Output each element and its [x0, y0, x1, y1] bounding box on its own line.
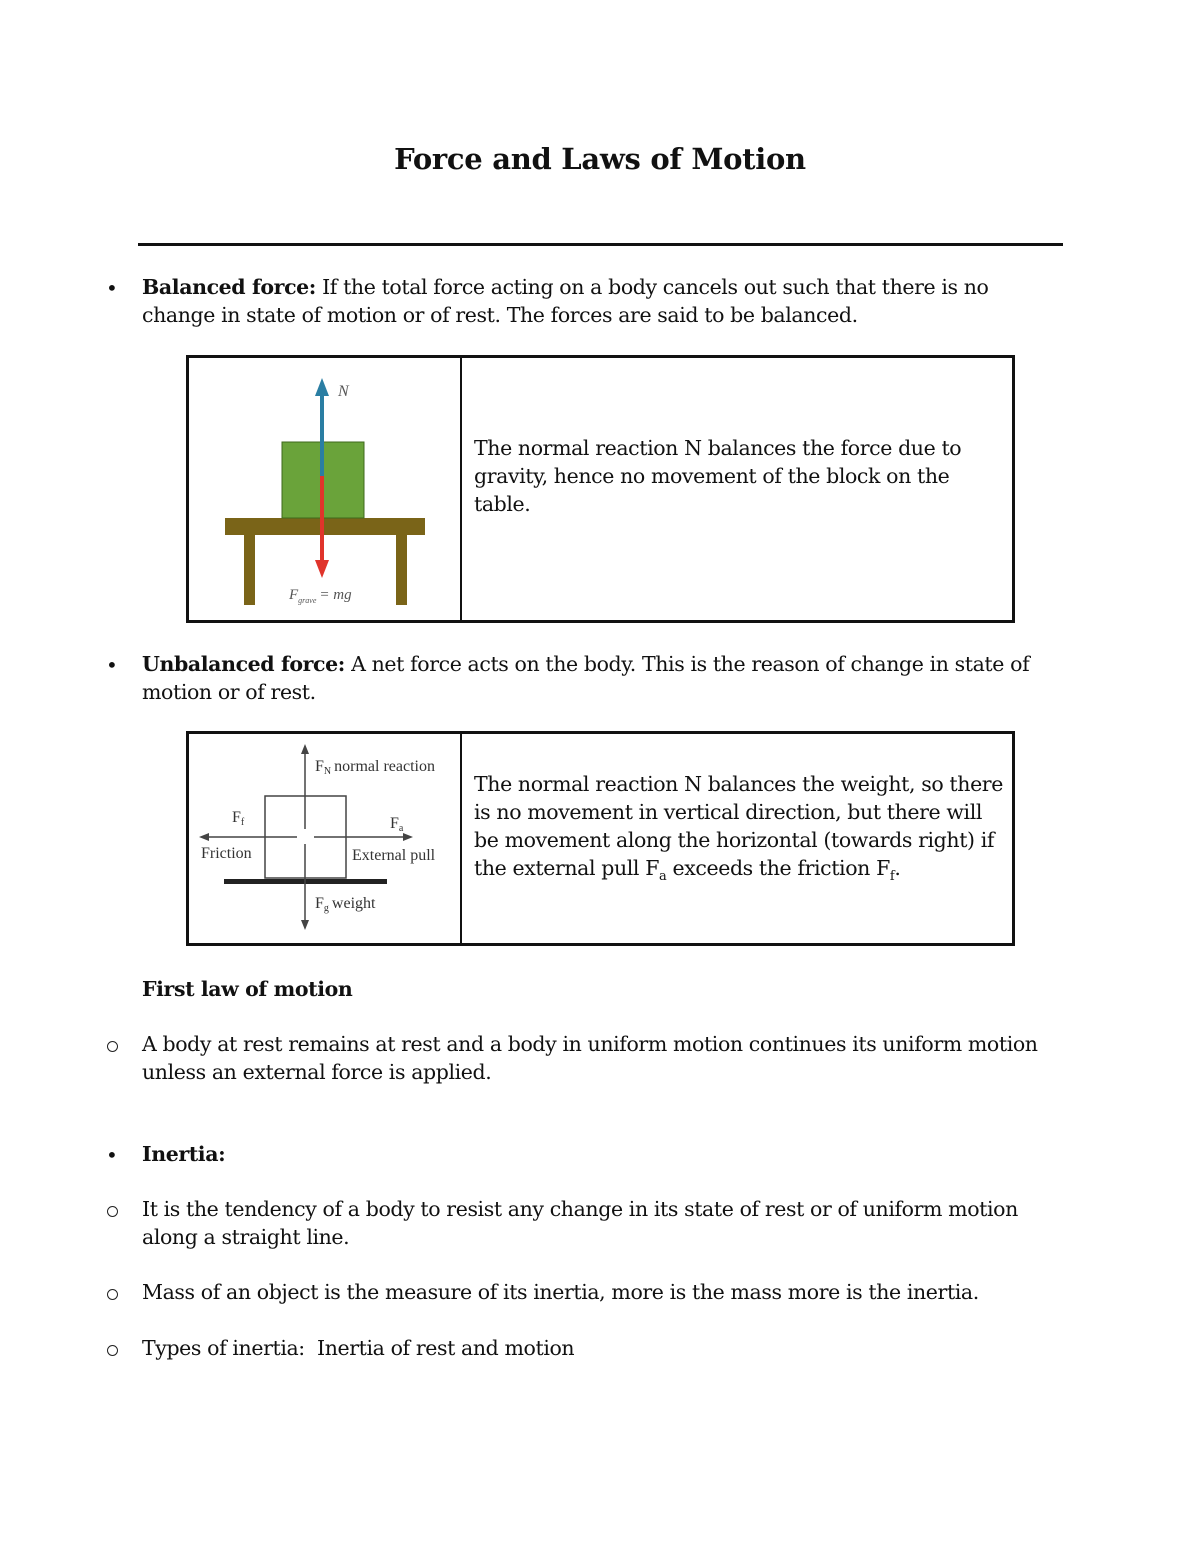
balanced-force-paragraph	[142, 273, 1057, 329]
inertia-item: Mass of an object is the measure of its inertia, more is the mass more is the inertia.	[142, 1280, 979, 1304]
gravity-label: $F_{grave}$ = mg	[289, 587, 352, 605]
unbalanced-force-diagram	[189, 734, 459, 943]
down-arrow-head	[301, 920, 309, 930]
circle-bullet-icon	[107, 1206, 118, 1217]
bullet-icon: •	[106, 1143, 118, 1167]
circle-bullet-icon	[107, 1041, 118, 1052]
gravity-arrow-head	[315, 560, 329, 578]
inertia-item: Types of inertia: Inertia of rest and motion	[142, 1336, 575, 1360]
balanced-force-table-text: The normal reaction N balances the force due to gravity, hence no movement of the block on the table.	[474, 436, 962, 516]
unbalanced-force-label: Unbalanced force:	[142, 652, 345, 676]
weight-label: Fg weight	[315, 895, 376, 914]
circle-bullet-icon	[107, 1289, 118, 1300]
normal-label: N	[338, 383, 349, 400]
friction-symbol: Ff	[232, 809, 245, 828]
balanced-force-label: Balanced force:	[142, 275, 316, 299]
bullet-icon: •	[106, 653, 118, 677]
table-leg-right	[396, 535, 407, 605]
unbalanced-force-text: A net force acts on the body. This is the reason of change in state of motion or of rest.	[142, 652, 1030, 704]
page-title: Force and Laws of Motion	[394, 142, 806, 176]
external-pull-label: External pull	[352, 847, 436, 864]
up-arrow-head	[301, 744, 309, 754]
pull-symbol: Fa	[390, 815, 404, 834]
circle-bullet-icon	[107, 1345, 118, 1356]
friction-label: Friction	[201, 845, 252, 862]
inertia-item: It is the tendency of a body to resist any change in its state of rest or of uniform motion along a straight line.	[142, 1197, 1018, 1249]
left-arrow-head	[199, 833, 209, 841]
first-law-heading: First law of motion	[142, 977, 353, 1001]
first-law-text: A body at rest remains at rest and a body in uniform motion continues its uniform motion unless an external force is applied.	[142, 1032, 1038, 1084]
title-divider	[138, 243, 1063, 246]
normal-arrow-head	[315, 378, 329, 396]
table-top	[225, 518, 425, 535]
inertia-label: Inertia:	[142, 1142, 226, 1166]
right-arrow-head	[403, 833, 413, 841]
table-column-divider	[460, 357, 462, 621]
unbalanced-force-paragraph	[142, 650, 1032, 706]
table-column-divider	[460, 733, 462, 944]
table-leg-left	[244, 535, 255, 605]
unbalanced-force-table-text: The normal reaction N balances the weight, so there is no movement in vertical direction, but there will be movement along the horizontal (towards right) if the external pull $F_a$ exceeds the friction $F_f$.	[474, 772, 1003, 885]
balanced-force-text: If the total force acting on a body cancels out such that there is no change in state of motion or of rest. The forces are said to be balanced.	[142, 275, 989, 327]
balanced-force-diagram	[189, 358, 459, 620]
bullet-icon: •	[106, 276, 118, 300]
normal-reaction-label: FN normal reaction	[315, 758, 435, 777]
